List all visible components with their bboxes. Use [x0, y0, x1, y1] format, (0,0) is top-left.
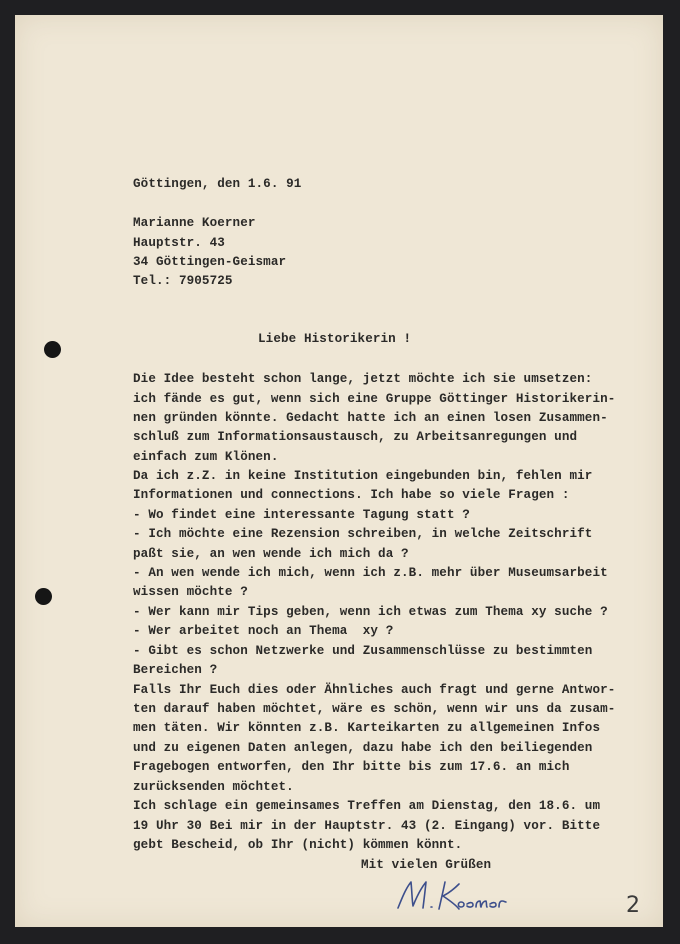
body-line: nen gründen könnte. Gedacht hatte ich an einen losen Zusammen- — [133, 411, 608, 425]
punch-hole-top — [44, 341, 61, 358]
sender-street: Hauptstr. 43 — [133, 236, 225, 250]
body-line: wissen möchte ? — [133, 585, 248, 599]
closing: Mit vielen Grüßen — [361, 858, 492, 872]
date-line: Göttingen, den 1.6. 91 — [133, 177, 302, 191]
body-line: - An wen wende ich mich, wenn ich z.B. mehr über Museumsarbeit — [133, 566, 608, 580]
sender-city: 34 Göttingen-Geismar — [133, 255, 287, 269]
punch-hole-bottom — [35, 588, 52, 605]
body-line: Ich schlage ein gemeinsames Treffen am Dienstag, den 18.6. um — [133, 799, 601, 813]
body-line: ich fände es gut, wenn sich eine Gruppe Göttinger Historikerin- — [133, 392, 616, 406]
body-line: paßt sie, an wen wende ich mich da ? — [133, 547, 409, 561]
sender-name: Marianne Koerner — [133, 216, 256, 230]
body-line: einfach zum Klönen. — [133, 450, 279, 464]
page-number: 2 — [626, 893, 640, 918]
body-line: - Ich möchte eine Rezension schreiben, in welche Zeitschrift — [133, 527, 593, 541]
salutation: Liebe Historikerin ! — [258, 332, 412, 346]
body-line: Da ich z.Z. in keine Institution eingebunden bin, fehlen mir — [133, 469, 593, 483]
body-line: Informationen und connections. Ich habe so viele Fragen : — [133, 488, 570, 502]
body-line: 19 Uhr 30 Bei mir in der Hauptstr. 43 (2. Eingang) vor. Bitte — [133, 819, 601, 833]
body-line: - Wer arbeitet noch an Thema xy ? — [133, 624, 394, 638]
body-line: - Gibt es schon Netzwerke und Zusammenschlüsse zu bestimmten — [133, 644, 593, 658]
body-line: Falls Ihr Euch dies oder Ähnliches auch fragt und gerne Antwor- — [133, 683, 616, 697]
body-line: Die Idee besteht schon lange, jetzt möchte ich sie umsetzen: — [133, 372, 593, 386]
body-line: gebt Bescheid, ob Ihr (nicht) kömmen könnt. — [133, 838, 463, 852]
body-line: und zu eigenen Daten anlegen, dazu habe ich den beiliegenden — [133, 741, 593, 755]
body-line: schluß zum Informationsaustausch, zu Arbeitsanregungen und — [133, 430, 578, 444]
body-line: ten darauf haben möchtet, wäre es schön, wenn wir uns da zusam- — [133, 702, 616, 716]
handwritten-signature — [393, 876, 533, 916]
sender-phone: Tel.: 7905725 — [133, 274, 233, 288]
body-line: - Wo findet eine interessante Tagung statt ? — [133, 508, 470, 522]
body-line: Bereichen ? — [133, 663, 218, 677]
body-line: - Wer kann mir Tips geben, wenn ich etwas zum Thema xy suche ? — [133, 605, 608, 619]
body-line: zurücksenden möchtet. — [133, 780, 294, 794]
body-line: men täten. Wir könnten z.B. Karteikarten zu allgemeinen Infos — [133, 721, 601, 735]
body-line: Fragebogen entworfen, den Ihr bitte bis zum 17.6. an mich — [133, 760, 570, 774]
